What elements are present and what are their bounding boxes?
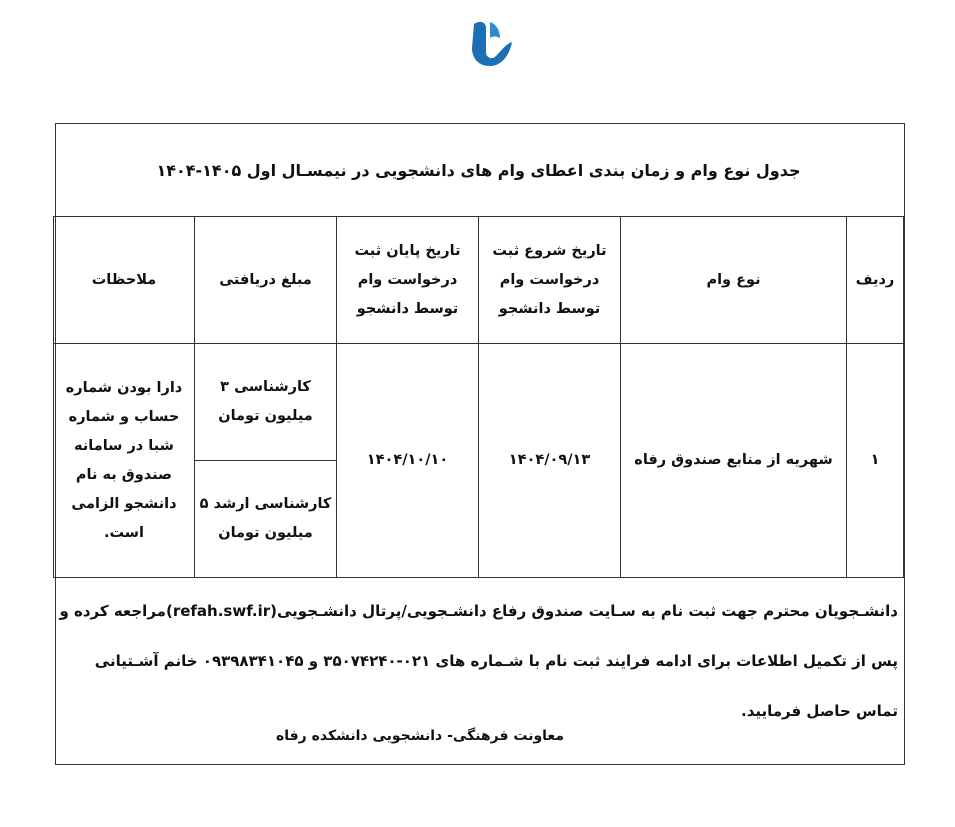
- cell-end-date: ۱۴۰۴/۱۰/۱۰: [337, 344, 479, 578]
- cell-index: ۱: [847, 344, 904, 578]
- logo-emblem-icon: [466, 18, 514, 70]
- footer-notice: [56, 578, 904, 744]
- footer-line: دانشـجویان محترم جهت ثبت نام به سـایت صندوق رفاع دانشـجویی/پرتال دانشـجویی(refah.swf.ir)مراجعه کرده و: [59, 602, 898, 620]
- cell-amount-bachelor: کارشناسی ۳ میلیون تومان: [195, 344, 337, 461]
- header-amount: مبلغ دریافتی: [195, 217, 337, 344]
- cell-start-date: ۱۴۰۴/۰۹/۱۳: [479, 344, 621, 578]
- footer-line: پس از تکمیل اطلاعات برای ادامه فرایند ثبت نام با شـماره های ۰۲۱-۳۵۰۷۴۲۴۰ و ۰۹۳۹۸۳۴۱۰۴۵ خانم آشـتیانی: [94, 652, 898, 670]
- footer-line: تماس حاصل فرمایید.: [741, 702, 898, 720]
- logo: [462, 18, 518, 90]
- header-start-date: تاریخ شروع ثبت درخواست وام توسط دانشجو: [479, 217, 621, 344]
- cell-amount-master: کارشناسی ارشد ۵ میلیون تومان: [195, 461, 337, 578]
- loan-table: [53, 124, 904, 578]
- cell-loan-type: شهریه از منابع صندوق رفاه: [621, 344, 847, 578]
- signature: معاونت فرهنگی- دانشجویی دانشکده رفاه: [275, 728, 565, 744]
- document-title: جدول نوع وام و زمان بندی اعطای وام های دانشجویی در نیمسـال اول ۱۴۰۵-۱۴۰۴: [53, 124, 903, 217]
- header-notes: ملاحظات: [53, 217, 194, 344]
- header-loan-type: نوع وام: [621, 217, 847, 344]
- header-end-date: تاریخ پایان ثبت درخواست وام توسط دانشجو: [337, 217, 479, 344]
- loan-schedule-document: [55, 123, 905, 765]
- header-index: ردیف: [847, 217, 904, 344]
- table-row: [53, 344, 903, 461]
- cell-notes: دارا بودن شماره حساب و شماره شبا در سامانه صندوق به نام دانشجو الزامی است.: [53, 344, 194, 578]
